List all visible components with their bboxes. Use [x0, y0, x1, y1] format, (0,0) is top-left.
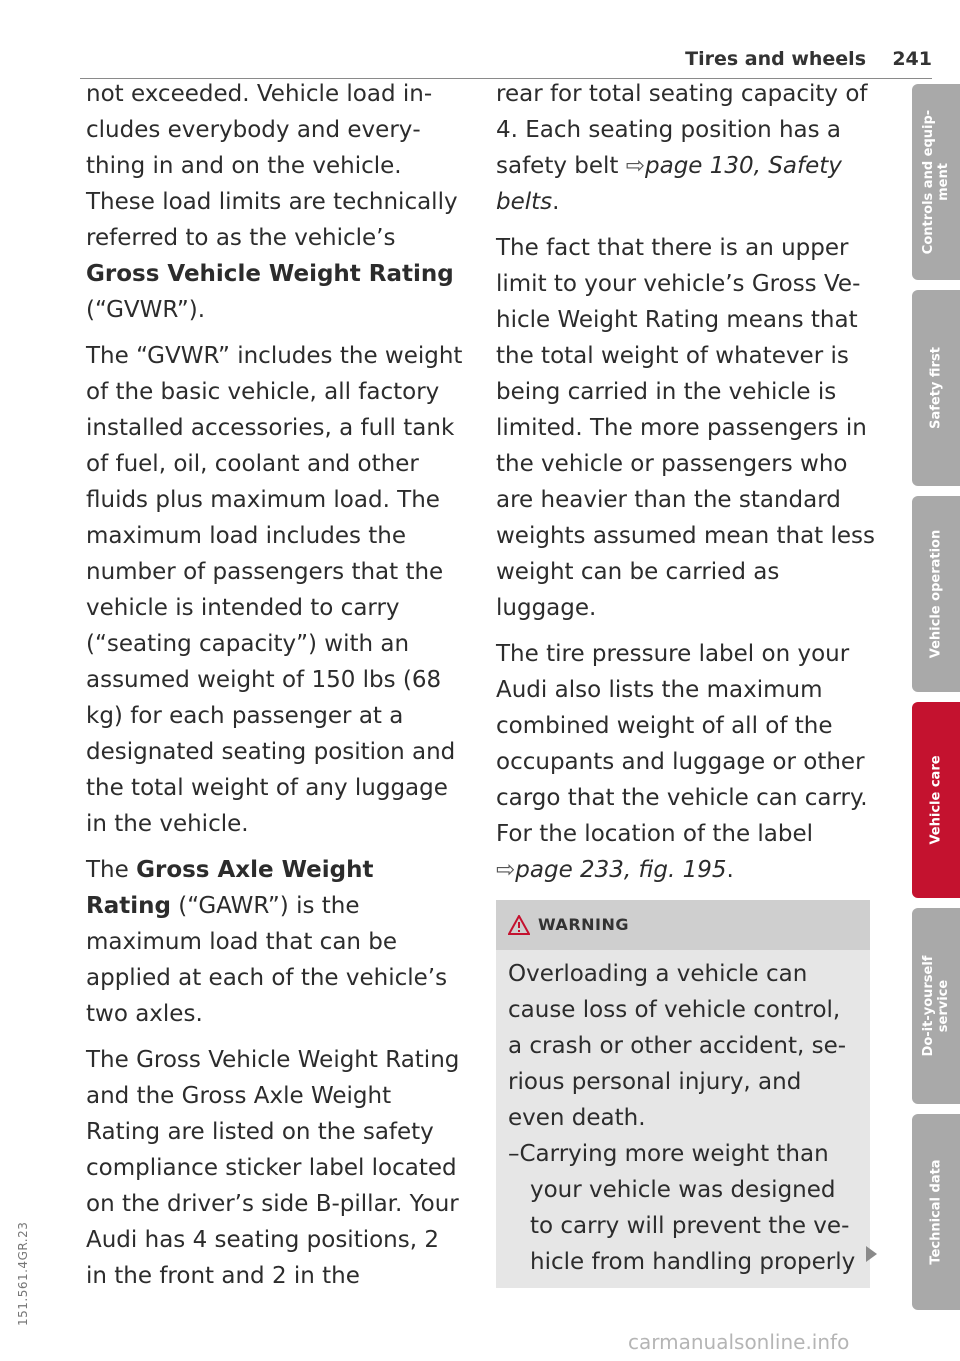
tab-label: Controls and equip- ment [921, 109, 951, 255]
gvwr-term: Gross Vehicle Weight Rating [86, 261, 454, 287]
tab-label: Safety first [928, 347, 944, 429]
warning-box [496, 900, 870, 1288]
right-column [496, 76, 880, 1288]
section-title: Tires and wheels [685, 48, 866, 70]
tab-technical-data[interactable] [912, 1114, 960, 1310]
paragraph-gvwr: The “GVWR” includes the weight of the basic vehicle, all factory installed accessories, a full tank of fuel, oil, coolant and other fluids plus maximum load. The maximum load includes the number of passengers that the vehicle is intended to carry (“seating capacity”) with an assumed weight of 150 lbs (68 kg) for each passenger at a designated seating position and the total weight of any luggage in the vehicle. [86, 343, 463, 837]
warning-body [496, 950, 870, 1280]
paragraph-safety-belts: rear for total seating capacity of 4. Each seating position has a safety belt ⇨page 130, Safety belts. [496, 81, 868, 215]
tab-label: Do-it-yourself service [921, 955, 951, 1057]
warning-title: WARNING [538, 915, 629, 934]
warning-triangle-icon [508, 915, 530, 935]
warning-text: Overloading a vehicle can cause loss of vehicle control, a crash or other accident, serious personal injury, and even death. [508, 961, 847, 1131]
paragraph-upper-limit: The fact that there is an upper limit to your vehicle’s Gross Vehicle Weight Rating means that the total weight of whatever is being carried in the vehicle is limited. The more passengers in the vehicle or passengers who are heavier than the standard weights assumed mean that less weight can be carried as luggage. [496, 235, 876, 621]
gawr-term: Gross Axle Weight Rating [86, 857, 374, 919]
arrow-right-icon: ⇨ [496, 857, 516, 883]
warning-header [496, 900, 870, 950]
paragraph-load-limits: not exceeded. Vehicle load includes everybody and everything in and on the vehicle. These load limits are technically referred to as the vehicle’s Gross Vehicle Weight Rating (“GVWR”). [86, 81, 458, 323]
paragraph-seating: The Gross Vehicle Weight Rating and the Gross Axle Weight Rating are listed on the safety compliance sticker label located on the driver’s side B-pillar. Your Audi has 4 seating positions, 2 in the front and 2 in the [86, 1047, 460, 1289]
page-header [80, 44, 932, 79]
warning-bullet: –Carrying more weight than your vehicle was designed to carry will prevent the vehicle from handling properly [508, 1141, 856, 1275]
tab-vehicle-operation[interactable] [912, 496, 960, 692]
paragraph-tire-label: The tire pressure label on your Audi also lists the maximum combined weight of all of the occupants and luggage or other cargo that the vehicle can carry. For the location of the label ⇨page 233, fig. 195. [496, 641, 868, 883]
watermark: carmanualsonline.info [628, 1330, 850, 1354]
tab-label: Vehicle operation [928, 529, 944, 659]
tab-label: Technical data [928, 1159, 944, 1265]
document-code: 151.561.4GR.23 [16, 1221, 30, 1326]
link-fig-195[interactable]: page 233, fig. 195 [515, 857, 727, 883]
tab-label: Vehicle care [928, 755, 944, 845]
tab-controls[interactable] [912, 84, 960, 280]
paragraph-gawr: The Gross Axle Weight Rating (“GAWR”) is the maximum load that can be applied at each of the vehicle’s two axles. [86, 857, 448, 1027]
page-number: 241 [892, 48, 932, 70]
arrow-right-icon: ⇨ [625, 153, 646, 179]
tab-do-it-yourself[interactable] [912, 908, 960, 1104]
tab-vehicle-care[interactable] [912, 702, 960, 898]
tab-safety-first[interactable] [912, 290, 960, 486]
left-column [86, 76, 466, 1304]
link-safety-belts[interactable]: page 130, Safety belts [496, 153, 842, 215]
continue-arrow-icon [866, 1246, 877, 1262]
